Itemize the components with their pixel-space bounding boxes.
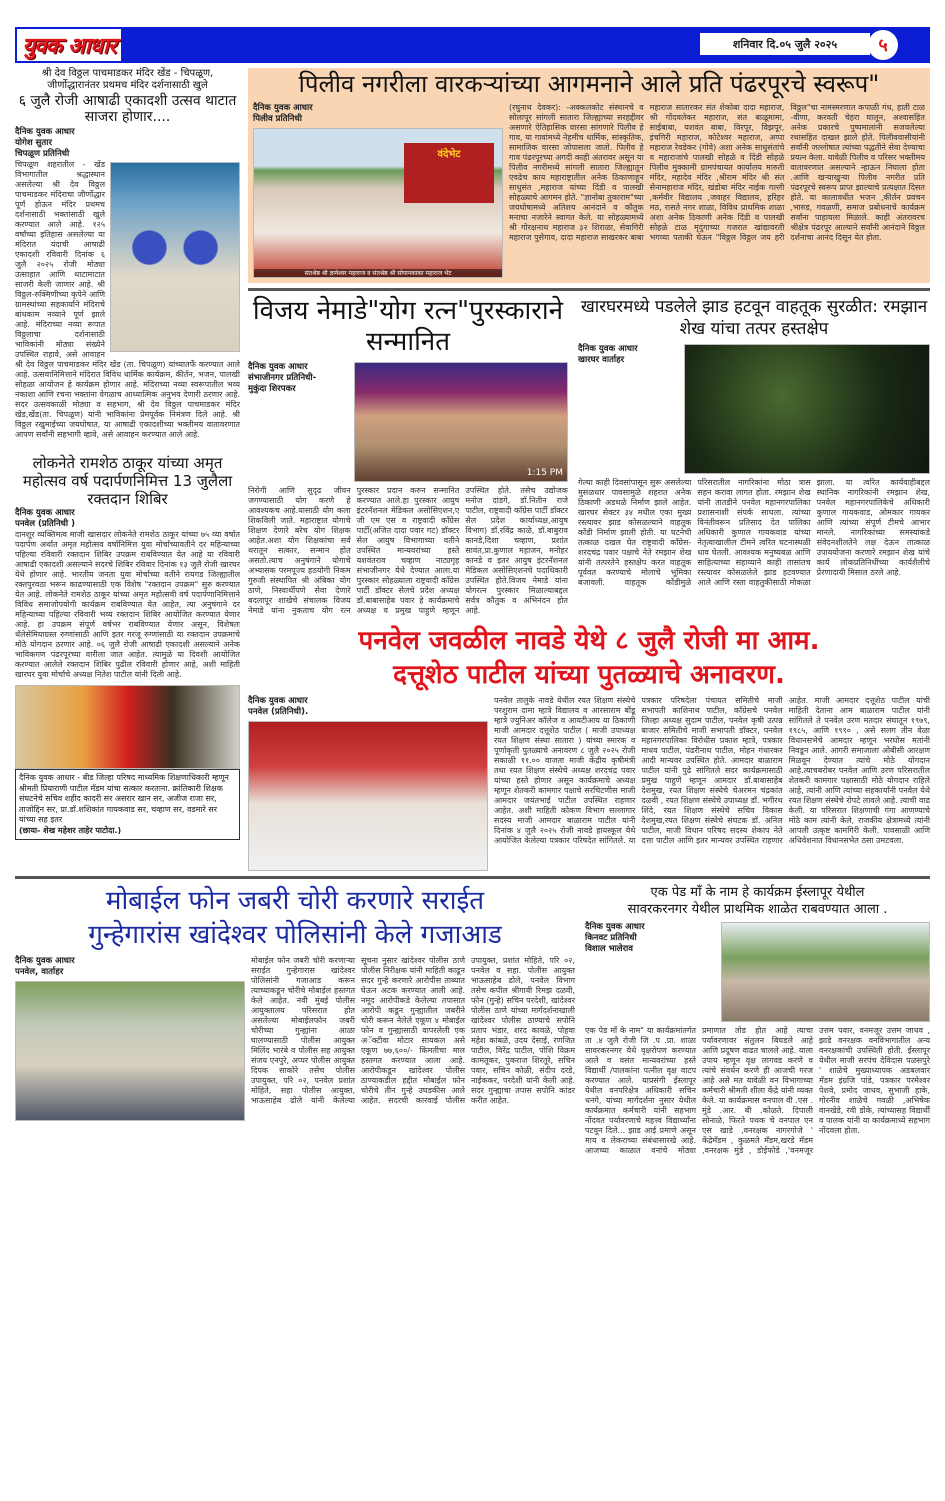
- article-body: (रघुनाथ देवकर): -अक्कलकोट संस्थानचे व सोलापूर सांगली सातारा जिल्ह्याच्या सरहद्दीवर असणारे ऐतिहासिक वारसा सांगणारे पिलीव हे गाव, या गावांमध्ये नेहमीच धार्मिक, सांस्कृतिक, सामाजिक वारसा जोपासला जातो. पिलीव हे गाव पंढरपूरच्या अगदी काही अंतरावर असून या पिलीव नगरीमध्ये सांगली सातारा जिल्ह्यातून एवढेच काय महाराष्ट्रातील अनेक ठिकाणाहून साधुसंत ,महाराज यांच्या दिंडी व पालखी सोहळ्याचे आगमन होते. "ज्ञानोबा तुकाराम"च्या जयघोषामध्ये अतिशय आनंदाने व कौतुक मनाचा नजारेने स्वागत केले. या सोहळ्यामध्ये श्री गोरक्षनाथ महाराज ३२ शिराळा, सेवागिरी महाराज पुसेगाव, दादा महाराज साखरकर बाबा महाराज सातारकर संत शेकोबा दादा महाराज, श्री गोंदवलेकर महाराज, संत बाळूमामा, साईबाबा, यशवंत बाबा, विरपूर, विझपूर, इंचगिरी महाराज, कोटेश्वर महाराज, अप्पा महाराज रेवडेकर (गोवे) अशा अनेक साधुसंतांचे व महाराजांचे पालखी सोहळे व दिंडी सोहळे पिलीव मुक्कामी ग्रामपंचायत कार्यालय मारुती मंदिर, महादेव मंदिर ,श्रीराम मंदिर श्री संत सेनामहाराज मंदिर, खंडोबा मंदिर नाईक गल्ली ,कर्मवीर विद्यालय ,जवाहर विद्यालय, हरिहर मठ, रासते नगर शाळा, विविध प्राथमिक शाळा अशा अनेक ठिकाणी अनेक दिंडी व पालखी सोहळे टाळ मृदुंगाच्या गजरात खांद्यावरती भगव्या पताकी घेऊन "विठ्ठल विठ्ठल जय हरी विठ्ठल"चा नामस्मरणात कपाळी गंध, हाती टाळ -वीणा, करवती चेहरा घालून, अश्वासहित अनेक प्रकारचे पुष्पमालांनी सजवलेल्या रथासहित दाखल झाले होते. पिलीववासीयांनी सर्वांनी जल्लोषात त्यांच्या पद्धतीने सेवा देण्याचा प्रयत्न केला. यावेळी पिलीव व परिसर भक्तीमय वातावरणात असल्याने न्हाऊन निघाला होता .आणि खऱ्याखुऱ्या पिलीव नगरीत प्रति पंढरपूरचे स्वरूप प्राप्त झाल्याचे प्रत्यक्षात दिसत होते. या कालावधीत भजन ,कीर्तन प्रवचन ,भारुड, गवळणी, समाज प्रबोधनाचे कार्यक्रम सर्वांना पाहायला मिळाले. काही अंतरावरच श्रीक्षेत्र पंढरपूर आल्याने सर्वांनी आनंदाने विठ्ठल दर्शनाचा आनंद दिसून येत होता.: [509, 102, 925, 242]
- article-mobile-theft: [15, 884, 575, 1121]
- kicker: जीर्णोद्धारानंतर प्रथमच मंदिर दर्शनासाठी खुले: [47, 79, 208, 91]
- article-blood-donation: [15, 454, 240, 840]
- byline: दैनिक युवक आधार: [15, 955, 75, 966]
- byline: दैनिक युवक आधार: [578, 343, 638, 354]
- headline: गुन्हेगारांस खांदेश्वर पोलिसांनी केले गजाआड: [88, 919, 502, 950]
- byline: मुकुंदा शिरपकर: [248, 383, 296, 394]
- byline: पनवेल (प्रतिनिधी ): [15, 519, 75, 530]
- headline: सावरकरनगर येथील प्राथमिक शाळेत राबवण्यात आला .: [627, 901, 888, 917]
- divider: [248, 288, 930, 291]
- byline: विशाल भालेराव: [585, 943, 633, 954]
- kicker: श्री देव विठ्ठल पाचमाडकर मंदिर खेंड - चिपळूण,: [41, 68, 214, 79]
- article-dattushet-patil: [248, 624, 930, 871]
- article-body-text: चिपळूण शहरातील - खेंड विभागातील श्रद्धास्थान असलेल्या श्री देव विठ्ठल पाचमाडकर मंदिराचा जीर्णोद्धार पूर्ण होऊन मंदिर प्रथमच दर्शनासाठी भक्तांसाठी खुले करण्यात आले आहे. १२५ वर्षांच्या इतिहास असलेल्या या मंदिरात यंदाची आषाढी एकादशी रविवारी दिनांक ६ जुलै २०२५ रोजी मोठ्या उत्साहात आणि थाटामाटात साजरी केली जाणार आहे. श्री विठ्ठल-रुक्मिणीच्या कृपेने आणि ग्रामस्थांच्या सहकार्याने मंदिराचे बांधकाम नव्याने पूर्ण झाले आहे. मंदिराच्या नव्या रूपात विठ्ठलाचा दर्शनासाठी भाविकांनी मोठ्या संख्येने उपस्थित राहावे, असे आवाहन श्री देव विठ्ठल पाचमाडकर मंदिर खेंड (ता. चिपळूण) यांच्यातर्फे करण्यात आले आहे. उत्सवानिमित्ताने मंदिरात विविध धार्मिक कार्यक्रम, कीर्तन, भजन, पालखी सोहळा आयोजन हे कार्यक्रम होणार आहे. मंदिराच्या नव्या स्वरूपातील भव्य नकाशा आणि रचना भक्तांना वेगळाच आध्यात्मिक अनुभव देणारी ठरणार आहे. सदर उत्सवकाळी मोठ्या व सहभाग, श्री देव विठ्ठल पाचमाडकर मंदिर खेंड,खेंड(ता. चिपळूण) यांनी भाविकांना प्रेमपूर्वक निमंत्रण दिले आहे. श्री विठ्ठल रखुमाईच्या जयघोषात, या आषाढी एकादशीच्या भक्तीमय वातावरणात आपण सर्वांनी सहभागी व्हावे, असे आवाहन करण्यात आले आहे.: [15, 160, 240, 440]
- photo-banner: वंदेभेट: [404, 143, 494, 203]
- byline: पनवेल (प्रतिनिधी).: [248, 706, 309, 717]
- palkhi-crowd-photo: [253, 128, 503, 278]
- byline: दैनिक युवक आधार: [253, 102, 313, 113]
- headline: पिलीव नगरीला वारकऱ्यांच्या आगमनाने आले प्रति पंढरपूरचे स्वरूप": [298, 70, 880, 98]
- article-body: पनवेल तालुके नावडे येथील रयत शिक्षण संस्थेचे परशुराम दामा म्हात्रे विद्यालय व आरसाराम बोंडू म्हात्रे ज्युनिअर कॉलेज व आयटीआय या ठिकाणी माजी आमदार दत्तूशेठ पाटील ( माजी उपाध्यक्ष रयत शिक्षण संस्था सातारा ) यांच्या स्मारक व पूर्णाकृती पुतळ्याचे अनावरण ८ जुलै २०२५ रोजी सकाळी ११.०० वाजता माजी केंद्रीय कृषीमंत्री तथा रयत शिक्षण संस्थेचे अध्यक्ष शरदचंद्र पवार यांच्या हस्ते होणार असून कार्यक्रमाचे अध्यक्ष म्हणून शेतकरी कामगार पक्षाचे सरचिटणीस माजी आमदार जयंतभाई पाटील उपस्थित राहणार आहेत. अशी माहिती कोकण विभाग सल्लागार सदस्य माजी आमदार बाळाराम पाटील यांनी दिनांक ४ जुलै २०२५ रोजी नावडे हायस्कूल येथे आयोजित केलेल्या पत्रकार परिषदेत सांगितले. या पत्रकार परिषदेला पंचायत समितीचे माजी सभापती काशिनाथ पाटील, काँग्रेसचे पनवेल जिल्हा अध्यक्ष सुदाम पाटील, पनवेल कृषी उत्पन्न बाजार समितीचे माजी सभापती डॉक्टर, पनवेल महानगरपालिका विरोधीस प्रकाश म्हात्रे, पत्रकार माधव पाटील, पंढरीनाथ पाटील, मोहन गंधारकर आदी मान्यवर उपस्थित होते. आमदार बाळाराम पाटील यांनी पुढे सांगितले सदर कार्यक्रमासाठी प्रमुख पाहुणे म्हणून आमदार डॉ.बाबासाहेब देशमुख, रयत शिक्षण संस्थेचे चेअरमन चंद्रकांत दळवी , रयत शिक्षण संस्थेचे उपाध्यक्ष डॉ. भगीरथ शिंदे, रयत शिक्षण संस्थेचे सचिव विकास देशमुख,रयत शिक्षण संस्थेचे संघटक डॉ. अनिल पाटील, माजी विधान परिषद सदस्य शेकाप नेते दत्ता पाटील आणि इतर मान्यवर उपस्थित राहणार आहेत. माजी आमदार दत्तूशेठ पाटील यांची माहिती देताना आम बाळाराम पाटील यांनी सांगितले ते पनवेल उरण मतदार संघातून १९७९, १९८५, आणि १९९० , असे सलग तीन वेळा विधानसभेचे आमदार म्हणून भरघोस मतांनी निवडून आले. आगरी समाजाला ओबीसी आरक्षण मिळवून देण्यात त्यांचे मोठे योगदान आहे.त्याचबरोबर पनवेल आणि उरण परिसरातील शेतकरी कामगार पक्षासाठी मोठे योगदान राहिले आहे, त्यांनी आणि त्यांच्या सहकार्यांनी पनवेल येथे रयत शिक्षण संस्थेचे रोपटे लावले आहे. त्याची वाढ केली. या परिसरात शिक्षणाची गंगा आणण्याचे मोठे काम त्यांनी केले, राजकीय क्षेत्रामध्ये त्यांनी आपली उत्कृष्ट कामगिरी केली. पावसाळी आणि अधिवेशनात विधानसभेत ठसा उमटवला.: [494, 695, 930, 845]
- award-ceremony-photo: [354, 362, 568, 482]
- article-vitthal-temple: [15, 68, 240, 440]
- article-body: एक पेड माँ के नाम" या कार्यक्रमांतर्गत ता .४ जुलै रोजी जि .प .प्रा. शाळा सावरकरनगर येथे वृक्षरोपण करण्यात आले व वसंत मान्यवरांच्या हस्ते विद्यार्थी /पालकांना पत्नील वृक्ष वाटप करण्यात आले. याप्रसंगी ईस्लापूर येथील वनपरिक्षेत्र अधिकारी सचिन धनगे, यांच्या मार्गदर्शना नुसार येथील कार्यक्रमात कर्मचारी यांनी सहभाग नोंदवत पर्यावरणाचे महत्त्व विद्यार्थ्यांना पटवून दिले... झाड आई प्रमाणे असून माय व लेकराच्या संबंधासारखे आहे. आजच्या काळात वनांचे मोठ्या प्रमाणात तोड होत आहे त्याचा पर्यावरणावर संतुलन बिघडले आहे आणि प्रदूषण वाढत चालले आहे. याला उपाय म्हणून वृक्ष लागवड करणे व त्यांचे संवर्धन करणे ही आजची गरज आहे असे मत यावेळी वन विभागाच्या कर्मचारी श्रीमती शीला केंद्रे यांनी व्यक्त केले. या कार्यक्रमास वनपाल वी .एस . मुंडे .आर. बी .कोळते. दिपाली सोनाळे, फिरते पथक चे वनपाल एन एस खाडे ,वनरक्षक नागरगोजे ' केंद्रेमॅडम , कुळमते मॅडम,खरडे मॅडम ,वनरक्षक मुंडे , डोईफोडे ,'वनमजूर उत्तम पवार, वनमजूर उत्तम जाधव , झाडे वनरक्षक वनविभागातील अन्य वनरक्षकांची उपस्थिती होती. ईस्लापूर येथील माजी सरपंच देविदास पळसपुरे ' शाळेचे मुख्याध्यापक अडबलवार मॅडम इंग्रजि पांडे, पत्रकार परमेश्वर पेशवे, प्रमोद जाधव, सुभाजी हाके, गोरनीव शाळेचे गवळी ,अभिषेक वानखेडे, रवी डोके, त्यांच्यासह विद्यार्थी व पालक यांनी या कार्यक्रमाध्ये सहभाग नोंदवला होता.: [585, 1025, 930, 1155]
- headline: लोकनेते रामशेठ ठाकूर यांच्या अमृत महोत्सव वर्ष पदार्पणनिमित्त 13 जुलैला रक्तदान शिबिर: [22, 454, 233, 509]
- article-kharghar: [578, 296, 930, 588]
- byline: पनवेल, वार्ताहर: [15, 966, 64, 977]
- article-piliv: [248, 68, 930, 283]
- masthead-bar: [15, 27, 930, 63]
- article-vijay-nemade: [248, 296, 568, 616]
- article-body: [15, 160, 240, 440]
- divider: [15, 876, 930, 879]
- byline: किनवट प्रतिनिधी: [585, 932, 637, 943]
- byline: दैनिक युवक आधार: [15, 127, 75, 138]
- vitthal-idols-photo: [110, 162, 240, 352]
- byline: संभाजीनगर प्रतिनिधी-: [248, 372, 317, 383]
- byline: खारघर वार्ताहर: [578, 354, 625, 365]
- fallen-tree-photo: [684, 344, 930, 474]
- headline: ६ जुलै रोजी आषाढी एकादशी उत्सव थाटात साजरा होणार....: [18, 93, 237, 126]
- byline: दैनिक युवक आधार: [15, 508, 75, 519]
- felicitation-photo: [15, 685, 240, 769]
- photo-caption: संतश्रेष्ठ श्री ज्ञानेश्वर महाराज व संतश्रेष्ठ श्री सोपानकाका महाराज भेट: [254, 269, 502, 277]
- article-body: गेल्या काही दिवसांपासून सुरू असलेल्या मुसळधार पावसामुळे शहरात अनेक ठिकाणी अडथळे निर्माण झाले आहेत. खारघर सेक्टर ३४ मधील एका मुख्य रस्त्यावर झाड कोसळल्याने वाहतूक कोंडी निर्माण झाली होती. या घटनेची तत्काळ दखल घेत राष्ट्रवादी काँग्रेस-शरदचंद्र पवार पक्षाचे नेते रमझान शेख यांनी तत्परतेने हस्तक्षेप करत वाहतूक पूर्ववत करण्याचे मोलाचे भूमिका बजावली. वाहतूक कोंडीमुळे परिसरातील नागरिकांना मोठा त्रास सहन करावा लागत होता. रमझान शेख यांनी तातडीने पनवेल महानगरपालिका प्रशासनाशी संपर्क साधला. त्यांच्या विनंतीवरून प्रतिसाद देत पालिका अधिकारी कुणाल गायकवाड यांच्या नेतृत्वाखालील टीमने त्वरित घटनास्थळी धाव घेतली. आवश्यक मनुष्यबळ आणि साहित्याच्या सहाय्याने काही तासांतच रस्त्यावर कोसळलेले झाड हटवण्यात आले आणि रस्ता वाहतुकीसाठी मोकळा झाला. या त्वरित कार्यवाहीबद्दल स्थानिक नागरिकांनी रमझान शेख, पनवेल महानगरपालिकेचे अधिकारी कुणाल गायकवाड, ओमकार गायकर आणि त्यांच्या संपूर्ण टीमचे आभार मानले. नागरिकांच्या समस्यांकडे संवेदनशीलतेने लक्ष देऊन तात्काळ उपाययोजना करणारे रमझान शेख यांचे कार्य लोकप्रतिनिधींच्या कार्यशैलीचे प्रेरणादायी मिसाल ठरले आहे.: [578, 477, 930, 587]
- article-body: निरोगी आणि सुदृढ जीवन जगण्यासाठी योग करणे हे आवश्यकच आहे.यासाठी योग कला शिकविली जाते. महाराष्ट्रात योगाचे शिक्षण देणारे बरेच योग शिक्षक आहेत.अशा योग शिक्षकांचा सर्व थरातून सत्कार, सन्मान होत असतो.त्याच अनुषंगाने योगाचे अभ्यासक परमपूज्य हठयोगी निकम गुरुजी संस्थापित श्री अंबिका योग ठाणे, निस्वार्थीपणे सेवा देणारे बदलापूर शाखेचे संचालक विजय नेमाडे यांना नुकताच योग रत्न पुरस्कार प्रदान करुन सन्मानित करण्यात आले.हा पुरस्कार आयुष इंटरनॅशनल मेडिकल असोसिएशन,ए जी एम एस व राष्ट्रवादी काँग्रेस पार्टी(अजित दादा पवार गट) डॉक्टर सेल आयुष विभागाच्या वतीने उपस्थित मान्यवरांच्या हस्ते यशवंतराव चव्हाण नाट्यगृह संभाजीनगर येथे देण्यात आला.या पुरस्कार सोहळ्याला राष्ट्रवादी काँग्रेस पार्टी डॉक्टर सेलचे प्रदेश अध्यक्ष डॉ.बाबासाहेब पवार हे कार्यक्रमाचे अध्यक्ष व प्रमुख पाहुणे म्हणून उपस्थित होते. तसेच उद्योजक मनोज दांडगे, डॉ.नितीन राजे पाटील, राष्ट्रवादी काँग्रेस पार्टी डॉक्टर सेल प्रदेश कार्याध्यक्ष,आयुष विभाग) डॉ.रविंद्र काळे, डॉ.बाबुराव कानडे,दिशा चव्हाण, प्रशांत सावंत,प्रा.कुणाल महाजन, मनोहर कानडे व इतर आयुष इंटरनॅशनल मेडिकल असोसिएशनचे पदाधिकारी उपस्थित होते.विजय नेमाडे यांना योगरत्न पुरस्कार मिळाल्याबद्दल सर्वत्र कौतुक व अभिनंदन होत आहे.: [248, 485, 568, 615]
- headline: खारघरमध्ये पडलेले झाड हटवून वाहतूक सुरळीत: रमझान शेख यांचा तत्पर हस्तक्षेप: [580, 296, 928, 339]
- byline: दैनिक युवक आधार: [248, 695, 308, 706]
- article-ek-ped-maa-ke-naam: [585, 884, 930, 1156]
- byline: चिपळूण प्रतिनिधी: [15, 149, 70, 160]
- headline: मोबाईल फोन जबरी चोरी करणारे सराईत: [105, 885, 485, 916]
- issue-date: शनिवार दि.०५ जुलै २०२५: [700, 33, 870, 55]
- photo-credit: (छाया- शेख महेशर ताहेर पाटोदा.): [19, 825, 122, 835]
- newspaper-logo: युवक आधार: [17, 29, 121, 61]
- press-conference-photo: [248, 721, 488, 871]
- article-body: दानशूर व्यक्तिमत्व माजी खासदार लोकनेते रामशेठ ठाकूर यांच्या ७५ व्या वर्षात पदार्पण अर्थात अमृत महोत्सव वर्षानिमित्त युवा मोर्चाच्यावतीने दर महिन्याच्या पहिल्या रविवारी रक्तदान शिबिर उपक्रम राबविण्यात येत आहे या रविवारी आषाढी एकादशी असल्याने सदरचे शिबिर रविवार दिनांक १३ जुलै रोजी खारघर येथे होणार आहे. भारतीय जनता युवा मोर्चाच्या वतीने रायगड जिल्ह्यातील रक्तपुरवठा भरून काढण्यासाठी एक विशेष "रक्तदान उपक्रम" सुरु करण्यात येत आहे. लोकनेते रामशेठ ठाकूर यांच्या अमृत महोत्सवी वर्ष पदार्पणानिमित्ताने विविध समाजोपयोगी कार्यक्रम राबविण्यात येत आहेत, त्या अनुषंगाने दर महिन्याच्या पहिल्या रविवारी भव्य रक्तदान शिबिर आयोजित करण्यात येणार आहे. हा उपक्रम संपूर्ण वर्षभर राबविण्यात येणार असून, विशेषतः थॅलेसेमियाग्रस्त रुग्णांसाठी आणि इतर गरजू रुग्णांसाठी या रक्तदान उपक्रमाचे मोठे योगदान ठरणार आहे. ०६ जुलै रोजी आषाढी एकादशी असल्याने अनेक भाविकगण पंढरपूरच्या वारीला जात आहेत. त्यामुळे या दिवशी आयोजित करण्यात आलेले रक्तदान शिबिर पुढील रविवारी होणार आहे, अशी माहिती खारघर युवा मोर्चाचे अध्यक्ष नितेश पाटील यांनी दिली आहे.: [15, 530, 240, 680]
- byline: दैनिक युवक आधार: [585, 921, 645, 932]
- caption-text: दैनिक युवक आधार - बीड जिल्हा परिषद माध्यमिक शिक्षणाधिकारी म्हणून श्रीमती प्रियाराणी पाटील मॅडम यांचा सत्कार करताना. क्रांतिकारी शिक्षक संघटनेचे सचिव शहीद कादरी सर असरार खान सर, अजीज राजा सर, ताजोद्दिन सर, प्रा.डॉ.शशिकांत गायकवाड सर, चव्हाण सर, वडमारे सर यांच्या सह इतर: [19, 773, 229, 825]
- page-number: ५: [868, 30, 898, 60]
- photo-caption: [15, 769, 240, 840]
- headline: विजय नेमाडे"योग रत्न"पुरस्काराने सन्मानित: [252, 295, 564, 357]
- headline: दत्तूशेठ पाटील यांच्या पुतळ्याचे अनावरण.: [393, 659, 785, 690]
- photo-timestamp: 1:15 PM: [526, 467, 563, 478]
- police-arrest-photo: [15, 981, 245, 1121]
- article-body: मोबाईल फोन जबरी चोरी करणाऱ्या सराईत गुन्हेगारास खांदेश्वर पोलिसांनी गजाआड करून त्याच्याकडून चोरीचे मोबाईल हस्तगत केले आहेत. नवी मुंबई पोलीस आयुक्तालय परिसरात होत असलेल्या मोबाईलफोन जबरी चोरीच्या गुन्ह्यांना आळा घालण्यासाठी पोलीस आयुक्त मिलिंद भारंबे व पोलीस सह आयुक्त संजय एनपुरे, अप्पर पोलीस आयुक्त दिपक साकोरे तसेच पोलीस उपायुक्त, परि ०२, पनवेल प्रशांत मोहिते, सहा पोलीस आयुक्त, भाऊसाहेब ढोले यांनी केलेल्या सूचना नुसार खांदेश्वर पोलीस ठाणे पोलीस निरीक्षक यांनी माहिती काढून सदर गुन्हे करणारे आरोपीस ताब्यात घेऊन अटक करण्यात आली आहे. नमूद आरोपीकडे केलेल्या तपासात आरोपी कडून गुन्ह्यातील जबरीने चोरी करून नेलेले एकूण ४ मोबाईल फोन व गुन्ह्यासाठी वापरलेली एक अॅक्टीवा मोटार सायकल असे एकूण ७७,६००/- किंमतीचा माल हस्तगत करण्यात आला आहे. आरोपीकडून खांदेश्वर पोलीस ठाण्याकडील हद्दीत मोबाईल फोन चोरीचे तीन गुन्हे उघडकीस आले आहेत. सदरची कारवाई पोलीस उपायुक्त, प्रशांत मोहिते, परि ०२, पनवेल व सहा. पोलीस आयुक्त भाऊसाहेब ढोले, पनवेल विभाग तसेच कपील श्रीगावी रिमझ दळवी, फोन (गुन्हे) सचिन परदेशी, खांदेश्वर पोलीस ठाणे यांच्या मार्गदर्शनाखाली खांदेश्वर पोलीस ठाण्याचे सपोनि प्रताप भंडार, शरद कावळे, पोहवा महेश कांबळे, उदय देसाई, रणजित पाटील, विरेंद्र पाटील, पोशि विक्रम कामतूकर, पुकराज शिरतूरे, सचिन पवार, सचिन कोळी, संदीप दरडे, नाईककर, परदेशी यांनी केली आहे. सदर गुन्ह्याचा तपास सपोनि कांडर करीत आहेत.: [251, 955, 575, 1105]
- headline: एक पेड माँ के नाम हे कार्यक्रम ईस्लापूर येथील: [650, 884, 865, 900]
- byline: दैनिक युवक आधार: [248, 361, 308, 372]
- byline: योगेश सुतार: [15, 138, 52, 149]
- headline: पनवेल जवळील नावडे येथे ८ जुलै रोजी मा आम.: [358, 625, 820, 656]
- byline: पिलीव प्रतिनिधी: [253, 113, 302, 124]
- tree-plantation-photo: [721, 922, 930, 1022]
